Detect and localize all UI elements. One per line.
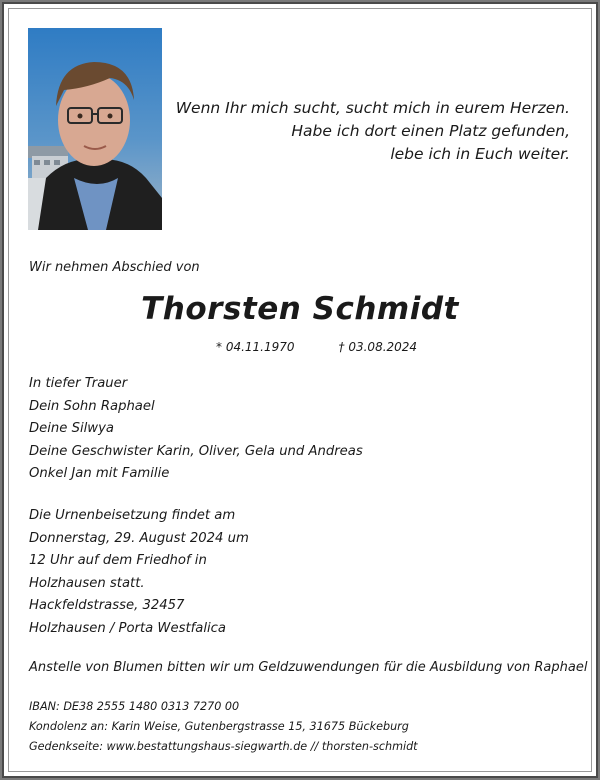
ceremony-line: Holzhausen / Porta Westfalica xyxy=(29,620,227,636)
verse-line: Wenn Ihr mich sucht, sucht mich in eurem Herzen. xyxy=(175,99,570,117)
ceremony-line: Donnerstag, 29. August 2024 um xyxy=(29,530,249,546)
ceremony-line: Holzhausen statt. xyxy=(29,575,145,591)
birth-date: * 04.11.1970 xyxy=(216,340,295,354)
mourners-list xyxy=(29,373,363,486)
mourner-line: Deine Silwya xyxy=(29,421,114,436)
donation-note: Anstelle von Blumen bitten wir um Geldzuwendungen für die Ausbildung von Raphael xyxy=(29,660,588,675)
mourner-line: Onkel Jan mit Familie xyxy=(29,466,170,481)
ceremony-info xyxy=(29,505,249,640)
mourner-line: Dein Sohn Raphael xyxy=(29,398,155,414)
farewell-intro: Wir nehmen Abschied von xyxy=(29,260,200,275)
kondolenz-line: Kondolenz an: Karin Weise, Gutenbergstrasse 15, 31675 Bückeburg xyxy=(29,720,409,733)
death-date: † 03.08.2024 xyxy=(338,340,418,354)
portrait-illustration xyxy=(28,28,162,230)
deceased-name: Thorsten Schmidt xyxy=(141,291,459,327)
memorial-verse xyxy=(176,97,570,166)
verse-line: Habe ich dort einen Platz gefunden, xyxy=(291,122,570,140)
ceremony-line: Die Urnenbeisetzung findet am xyxy=(29,508,236,523)
gedenkseite-line: Gedenkseite: www.bestattungshaus-siegwarth.de // thorsten-schmidt xyxy=(29,740,418,753)
portrait-photo xyxy=(28,28,162,230)
ceremony-line: Hackfeldstrasse, 32457 xyxy=(29,598,185,613)
mourner-line: In tiefer Trauer xyxy=(29,376,128,391)
obituary-card xyxy=(2,2,598,778)
life-dates xyxy=(216,340,417,354)
mourner-line: Deine Geschwister Karin, Oliver, Gela und Andreas xyxy=(29,443,363,459)
verse-line: lebe ich in Euch weiter. xyxy=(390,145,570,163)
ceremony-line: 12 Uhr auf dem Friedhof in xyxy=(29,553,207,568)
iban-line: IBAN: DE38 2555 1480 0313 7270 00 xyxy=(29,700,240,713)
